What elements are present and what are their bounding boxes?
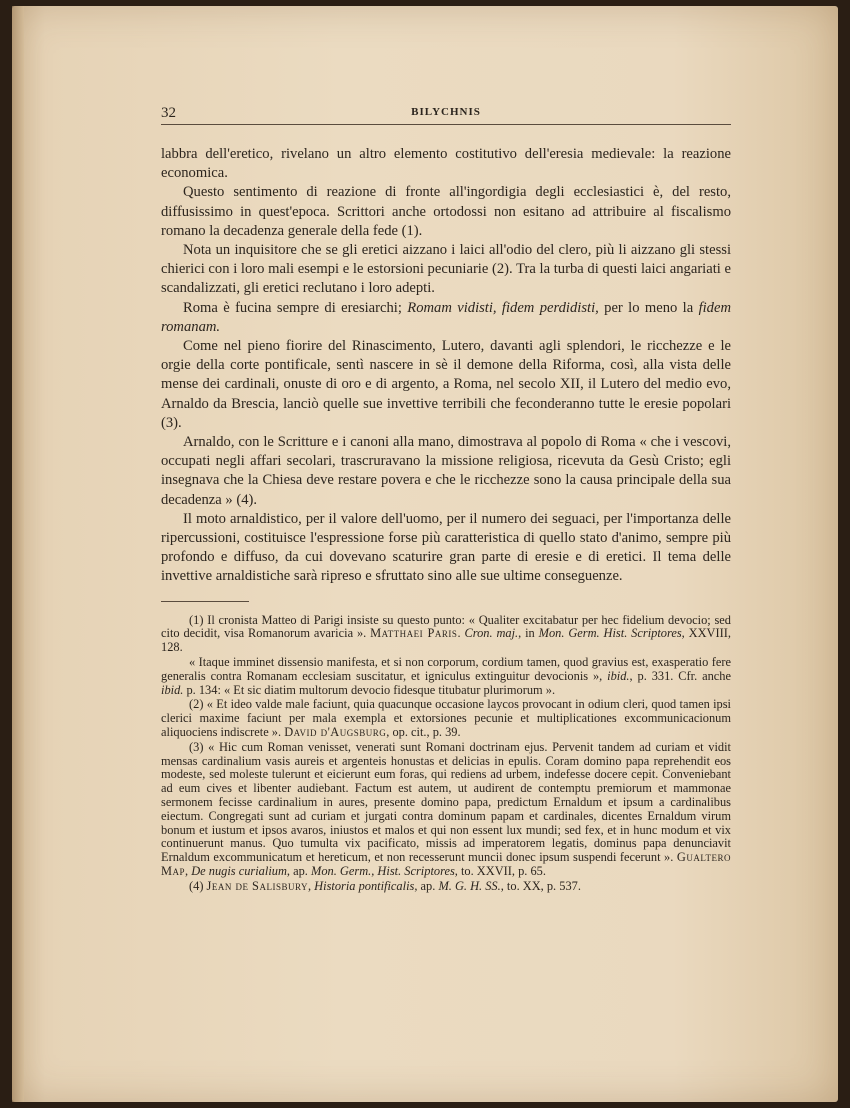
- text-run: .: [457, 626, 465, 641]
- work-title: Mon. Germ., Hist. Scriptores: [311, 864, 455, 879]
- work-title: Cron. maj.: [464, 626, 519, 641]
- paragraph: Nota un inquisitore che se gli eretici aizzano i laici all'odio del clero, più li aizzano gli stessi chierici con i loro mali esempi e le estorsioni pecuniarie (2). Tra la turba di questi laici angariati e scandalizzati, gli eretici reclutano i loro adepti.: [161, 242, 731, 297]
- latin-quote: Romam vidisti, fidem perdidisti,: [407, 299, 599, 316]
- work-title: M. G. H. SS.: [438, 878, 501, 893]
- paragraph: Come nel pieno fiorire del Rinascimento, Lutero, davanti agli splendori, le ricchezze e le orgie della corte pontificale, sentì nascere in sè il demone della Riforma, così, alla vista delle mense dei cardinali, onuste di oro e di argento, a Roma, nel secolo XII, il Lutero del medio evo, Arnaldo da Brescia, lanciò quelle sue invettive terribili che feconderanno tutte le eresie popolari (3).: [161, 338, 731, 431]
- footnote: [161, 880, 731, 894]
- page-header: [161, 100, 731, 125]
- author-name: Gualtero Map: [161, 850, 731, 879]
- paragraph: Questo sentimento di reazione di fronte all'ingordigia degli ecclesiastici è, del resto, diffusissimo in quest'epoca. Scrittori anche ortodossi non esitano ad attribuire al fiscalismo romano la decadenza generale della fede (1).: [161, 184, 731, 239]
- text-run: , ap.: [414, 878, 439, 893]
- footnote: [161, 698, 731, 739]
- text-run: per lo meno la: [598, 299, 699, 316]
- ibid: ibid.: [161, 682, 184, 697]
- text-run: (2) « Et ideo valde male faciunt, quia quacunque occasione laycos provocant in odium cleri, quod tamen ipsi clerici maxime faciunt per mala exempla et extorsiones pecunie et multiplicationes excommunicacionum aliquociens indiscrete ».: [161, 697, 731, 740]
- text-run: , to. XXVII, p. 65.: [454, 864, 546, 879]
- text-run: ,: [307, 878, 315, 893]
- text-run: ,: [185, 864, 192, 879]
- text-run: , in: [518, 626, 539, 641]
- footnotes: [161, 614, 731, 894]
- text-run: (4): [189, 878, 207, 893]
- text-run: , p. 331. Cfr. anche: [629, 668, 731, 683]
- running-title: BILYCHNIS: [411, 106, 481, 118]
- paragraph: Arnaldo, con le Scritture e i canoni alla mano, dimostrava al popolo di Roma « che i vescovi, occupati negli affari secolari, trascruravano la missione religiosa, ricevuta da Gesù Cristo; egli insegnava che la Chiesa deve restare povera e che le ricchezze sono la causa principale della sua decadenza » (4).: [161, 434, 731, 508]
- text-run: p. 134: « Et sic diatim multorum devocio fidesque titubatur plurimorum ».: [183, 682, 556, 697]
- work-title: Historia pontificalis: [314, 878, 415, 893]
- footnote: [161, 741, 731, 879]
- text-run: (1) Il cronista Matteo di Parigi insiste su questo punto: « Qualiter excitabatur per hec fidelium devocio; sed cito decidit, visa Romanorum avaricia ».: [161, 612, 731, 641]
- main-text: [161, 145, 731, 587]
- work-title: Mon. Germ. Hist. Scriptores,: [538, 626, 685, 641]
- paragraph: Il moto arnaldistico, per il valore dell'uomo, per il numero dei seguaci, per l'importanza delle ripercussioni, costituisce l'espressione forse più caratteristica di quello stato d'animo, sempre più profondo e diffuso, da cui dovevano scaturire gran parte di eresie e di eretici. Il tema delle invettive arnaldistiche sarà ripreso e sfruttato sino alle sue ultime conseguenze.: [161, 510, 731, 585]
- text-run: Roma è fucina sempre di eresiarchi;: [183, 299, 408, 316]
- footnote: [161, 656, 731, 697]
- latin-quote: fidem romanam.: [161, 299, 732, 335]
- text-run: « Itaque imminet dissensio manifesta, et si non corporum, cordium tamen, quod gravius est, exasperatio fere generalis contra Romanam ecclesiam suscitatur, et igniculus extinguitur devocionis »,: [161, 655, 731, 683]
- text-run: , to. XX, p. 537.: [500, 878, 581, 893]
- text-run: (3) « Hic cum Roman venisset, venerati sunt Romani doctrinam ejus. Pervenit tandem ad curiam et vidit mensas cardinalium vasis aureis et argenteis honustas et delicias in epulis. Coram domino papa reprehendit eos modeste, sed moleste tulerunt et eicierunt eum foras, qui rediens ad urbem, indefesse docere cepit. Conveniebant ad eum cives et libenter audiebant. Factum est autem, ut audirent de contemptu premiorum et mammonae sermonem fecisse cardinalium in aures, presente domino papa, predictum Ernaldum et ipsum a cardinalibus eiectum. Congregati sunt ad curiam et jurgati contra dominum papam et cardinales, dicentes Ernaldum virum bonum et iustum et ipsos avaros, iniustos et malos et qui non essent lux mundi; sed fex, et in hunc modum et vix continuerunt manus. Quo tumulta vix pacificato, missis ad imperatorem legatis, dominus papa denunciavit Ernaldum excommunicatum et hereticum, et non recesserunt muncii donec ipsum suspendi fecerunt ».: [161, 739, 731, 865]
- author-name: David d'Augsburg: [284, 725, 387, 740]
- page-binding-edge: [12, 6, 24, 1102]
- page-content: [161, 100, 731, 895]
- work-title: De nugis curialium: [191, 864, 287, 879]
- paragraph: [161, 299, 731, 337]
- text-run: , op. cit., p. 39.: [386, 725, 461, 740]
- author-name: Jean de Salisbury: [206, 878, 308, 893]
- ibid: ibid.: [607, 668, 630, 683]
- footnote-separator: [161, 601, 249, 602]
- text-run: XXVIII, 128.: [161, 626, 731, 655]
- author-name: Matthaei Paris: [370, 626, 458, 641]
- page-number: 32: [161, 105, 176, 121]
- footnote: [161, 614, 731, 655]
- text-run: , ap.: [286, 864, 312, 879]
- paragraph: labbra dell'eretico, rivelano un altro elemento costitutivo dell'eresia medievale: la reazione economica.: [161, 146, 731, 182]
